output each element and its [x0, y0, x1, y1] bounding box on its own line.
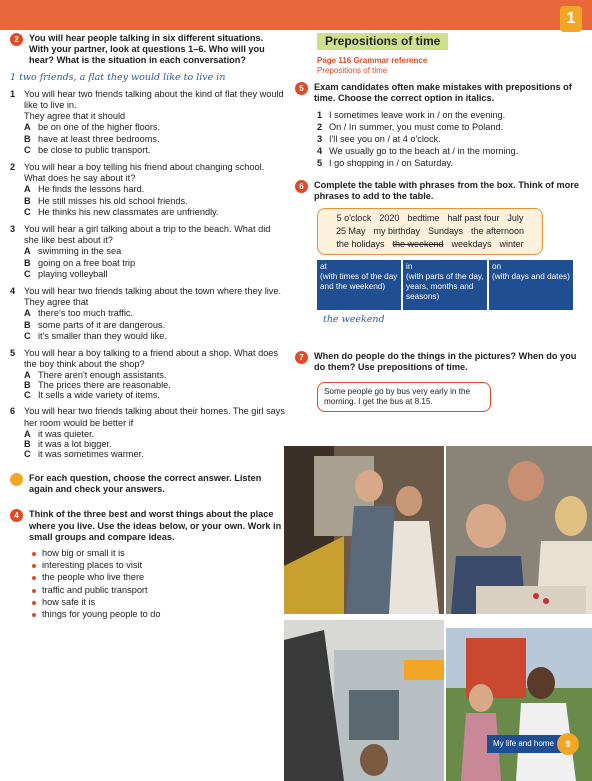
option-letter: A — [24, 428, 31, 439]
exercise-3-instruction: For each question, choose the correct answer. Listen again and check your answers. — [29, 472, 262, 495]
photo-friends-outdoors — [446, 628, 592, 781]
option-letter: A — [24, 308, 31, 319]
photo-bus — [284, 620, 444, 781]
table-column — [489, 260, 573, 310]
item-number: 4 — [317, 146, 323, 157]
idea-bullet: things for young people to do — [32, 609, 285, 620]
phrase-row — [324, 225, 536, 238]
option-letter: B — [24, 195, 31, 206]
preposition-table — [317, 260, 585, 310]
phrase-item: the holidays — [336, 239, 385, 250]
answer-option[interactable] — [10, 269, 285, 280]
option-text: playing volleyball — [38, 268, 108, 279]
question-block — [10, 406, 285, 458]
item-text[interactable]: I sometimes leave work in / on the evening. — [329, 109, 506, 120]
question-row — [10, 89, 285, 111]
question-text: You will hear a boy telling his friend about changing school. What does he say about it? — [24, 162, 265, 184]
answer-option[interactable] — [10, 380, 285, 390]
answer-option[interactable] — [10, 122, 285, 133]
answer-option[interactable] — [10, 370, 285, 380]
option-letter: B — [24, 257, 31, 268]
photo-girls-at-window — [284, 446, 444, 614]
item-number: 3 — [317, 134, 323, 145]
exercise-5-header — [295, 82, 585, 104]
question-row — [10, 224, 285, 246]
option-text: The prices there are reasonable. — [38, 380, 171, 391]
phrase-item: 5 o'clock — [336, 213, 372, 224]
option-text: it was a lot bigger. — [38, 438, 112, 449]
option-letter: C — [24, 390, 31, 401]
answer-option[interactable] — [10, 207, 285, 218]
question-number: 5 — [10, 348, 16, 359]
question-text: You will hear two friends talking about the town where they live. They agree that — [24, 286, 282, 308]
option-letter: A — [24, 184, 31, 195]
section-heading: Prepositions of time — [317, 33, 448, 50]
question-text: You will hear two friends talking about the kind of flat they would like to live in. — [24, 88, 284, 111]
phrase-row — [324, 212, 536, 225]
option-letter: A — [24, 122, 31, 133]
option-text: it's smaller than they would like. — [38, 330, 167, 341]
left-column — [10, 33, 285, 621]
option-letter: A — [24, 246, 31, 257]
question-block — [10, 286, 285, 342]
idea-bullet: the people who live there — [32, 572, 285, 583]
page-number: 9 — [557, 733, 579, 755]
audio-icon — [10, 473, 23, 486]
table-column-head: at — [320, 262, 327, 272]
item-text[interactable]: On / In summer, you must come to Poland. — [329, 121, 504, 132]
speech-bubble: Some people go by bus very early in the morning. I get the bus at 8.15. — [317, 382, 491, 412]
photo-teenagers-table — [446, 446, 592, 614]
question-block — [10, 348, 285, 400]
option-text: there's too much traffic. — [38, 308, 134, 319]
answer-option[interactable] — [10, 246, 285, 257]
idea-bullet: interesting places to visit — [32, 560, 285, 571]
idea-bullet: how big or small it is — [32, 548, 285, 559]
option-text: He thinks his new classmates are unfriendly. — [38, 206, 219, 217]
exercise-5-item — [317, 134, 585, 145]
table-column-body: (with times of the day and the weekend) — [320, 272, 398, 292]
exercise-2-number: 2 — [10, 33, 23, 46]
question-number: 6 — [10, 406, 16, 417]
exercise-5-item — [317, 146, 585, 157]
table-handwritten-answer: the weekend — [323, 314, 385, 326]
table-column-body: (with days and dates) — [492, 272, 570, 282]
answer-option[interactable] — [10, 134, 285, 145]
answer-option[interactable] — [10, 184, 285, 195]
exercise-3-header — [10, 473, 285, 495]
option-text: some parts of it are dangerous. — [38, 319, 166, 330]
answer-option[interactable] — [10, 429, 285, 439]
exercise-6-instruction: Complete the table with phrases from the box. Think of more phrases to add to the table. — [314, 179, 579, 201]
right-column — [295, 33, 585, 412]
exercise-2-instruction: You will hear people talking in six different situations. With your partner, look at questions 1–6. Who will you hear? What is the situation in each conversation? — [29, 33, 265, 66]
answer-option[interactable] — [10, 439, 285, 449]
question-row — [10, 348, 285, 370]
phrase-item: half past four — [447, 213, 500, 224]
answer-option[interactable] — [10, 449, 285, 459]
option-letter: C — [24, 144, 31, 155]
table-column — [317, 260, 401, 310]
option-text: it was quieter. — [38, 428, 95, 439]
question-block — [10, 224, 285, 280]
exercise-4-header — [10, 509, 285, 543]
question-number: 2 — [10, 162, 16, 173]
question-list — [10, 89, 285, 459]
question-text: You will hear a boy talking to a friend about a shop. What does the boy think about the shop? — [24, 348, 279, 370]
option-text: have at least three bedrooms. — [38, 133, 160, 144]
option-letter: B — [24, 380, 31, 391]
option-text: it was sometimes warmer. — [38, 448, 144, 459]
item-number: 1 — [317, 109, 323, 120]
option-text: going on a free boat trip — [38, 257, 136, 268]
table-column-head: in — [406, 262, 413, 272]
phrase-item: my birthday — [373, 226, 420, 237]
exercise-4-number: 4 — [10, 509, 23, 522]
phrase-item: the weekend — [392, 239, 444, 250]
answer-option[interactable] — [10, 390, 285, 400]
idea-bullet: traffic and public transport — [32, 585, 285, 596]
phrase-box — [317, 208, 543, 255]
exercise-6-number: 6 — [295, 180, 308, 193]
exercise-7-instruction: When do people do the things in the pictures? When do you do them? Use prepositions of time. — [314, 351, 577, 373]
option-letter: C — [24, 330, 31, 341]
item-text[interactable]: We usually go to the beach at / in the morning. — [329, 146, 519, 157]
phrase-item: Sundays — [427, 226, 464, 237]
option-letter: C — [24, 268, 31, 279]
exercise-5-instruction: Exam candidates often make mistakes with prepositions of time. Choose the correct option in italics. — [314, 82, 572, 104]
answer-option[interactable] — [10, 320, 285, 331]
question-subtext: They agree that it should — [24, 111, 126, 122]
question-block — [10, 89, 285, 156]
question-block — [10, 162, 285, 218]
question-row — [10, 162, 285, 184]
option-letter: B — [24, 133, 31, 144]
option-text: It sells a wide variety of items. — [38, 390, 161, 401]
item-number: 2 — [317, 121, 323, 132]
exercise-2-header — [10, 33, 285, 67]
option-letter: B — [24, 438, 31, 449]
item-number: 5 — [317, 158, 323, 169]
handwritten-answer: 1 two friends, a flat they would like to live in — [10, 71, 226, 83]
phrase-item: weekdays — [451, 239, 492, 250]
phrase-item: 2020 — [379, 213, 400, 224]
grammar-reference — [317, 56, 585, 76]
footer-label: My life and home — [487, 735, 575, 753]
item-text[interactable]: I go shopping in / on Saturday. — [329, 158, 453, 169]
unit-number-tab: 1 — [560, 6, 582, 32]
option-text: swimming in the sea — [38, 246, 122, 257]
table-column-head: on — [492, 262, 502, 272]
question-number: 4 — [10, 286, 16, 297]
question-number: 1 — [10, 88, 16, 99]
ideas-list — [32, 548, 285, 620]
option-text: He still misses his old school friends. — [38, 195, 188, 206]
phrase-item: bedtime — [407, 213, 440, 224]
answer-option[interactable] — [10, 196, 285, 207]
option-letter: B — [24, 319, 31, 330]
phrase-item: winter — [499, 239, 524, 250]
item-text[interactable]: I'll see you on / at 4 o'clock. — [329, 134, 441, 145]
grammar-reference-link[interactable]: Page 116 Grammar reference — [317, 56, 428, 66]
table-column — [403, 260, 487, 310]
option-text: be close to public transport. — [38, 144, 151, 155]
exercise-6-header — [295, 180, 585, 202]
option-letter: C — [24, 206, 31, 217]
option-text: He finds the lessons hard. — [38, 184, 145, 195]
exercise-5-number: 5 — [295, 82, 308, 95]
question-number: 3 — [10, 224, 16, 235]
question-row — [10, 286, 285, 308]
exercise-4-instruction: Think of the three best and worst things about the place where you live. Use the ideas below, or your own. Work in small groups and compare ideas. — [29, 509, 282, 542]
answer-option[interactable] — [10, 308, 285, 319]
question-row — [10, 406, 285, 428]
answer-option[interactable] — [10, 258, 285, 269]
exercise-5-item — [317, 158, 585, 169]
exercise-7-header — [295, 351, 585, 373]
option-text: be on one of the higher floors. — [38, 122, 161, 133]
question-text: You will hear two friends talking about their homes. The girl says her room would be better if — [24, 406, 285, 428]
question-text: You will hear a girl talking about a trip to the beach. What did she like best about it? — [24, 224, 271, 246]
phrase-item: July — [507, 213, 524, 224]
phrase-item: the afternoon — [471, 226, 525, 237]
exercise-7-number: 7 — [295, 351, 308, 364]
table-column-body: (with parts of the day, years, months and seasons) — [406, 272, 484, 302]
exercise-5-item — [317, 110, 585, 121]
phrase-row — [324, 238, 536, 251]
option-text: There aren't enough assistants. — [38, 370, 167, 381]
exercise-5-item — [317, 122, 585, 133]
grammar-reference-sub: Prepositions of time — [317, 66, 388, 76]
answer-option[interactable] — [10, 145, 285, 156]
top-bar — [0, 0, 592, 30]
idea-bullet: how safe it is — [32, 597, 285, 608]
answer-option[interactable] — [10, 331, 285, 342]
option-letter: A — [24, 370, 31, 381]
phrase-item: 25 May — [335, 226, 366, 237]
option-letter: C — [24, 448, 31, 459]
exercise-5-list — [317, 110, 585, 170]
